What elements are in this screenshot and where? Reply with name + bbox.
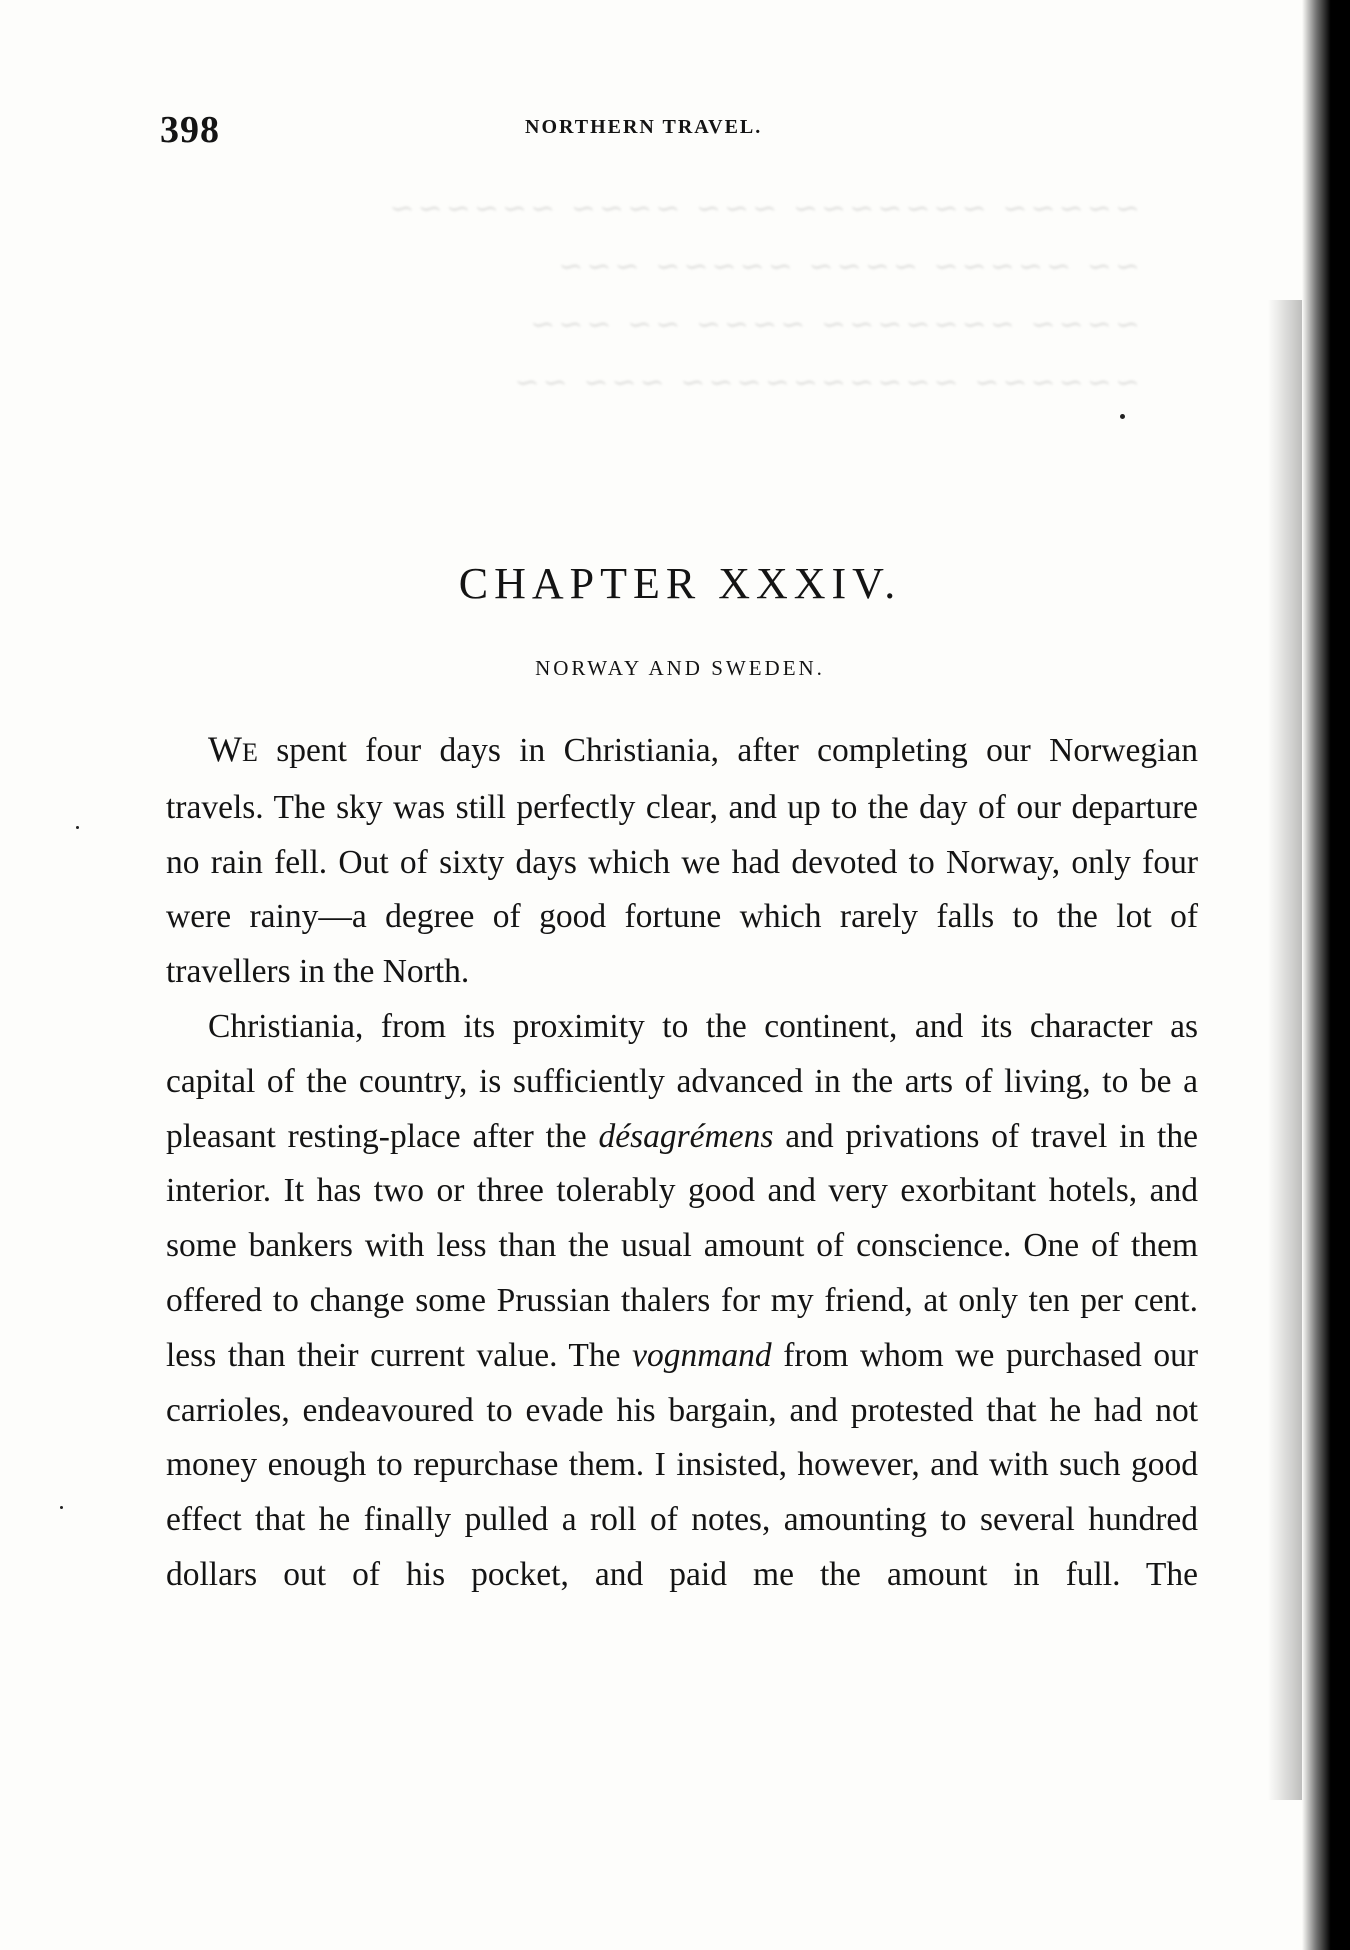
paragraph-2-part-1: Christiania, from its proximity to the continent, and its character as capital of the country, is sufficiently advanced in the arts of living, to be a pleasant resting-place after the xyxy=(166,1007,1198,1155)
ink-speck xyxy=(60,1506,63,1509)
paragraph-1 xyxy=(166,722,1198,1000)
body-text xyxy=(166,722,1198,1603)
paragraph-2-part-3: from whom we purchased our carrioles, endeavoured to evade his bargain, and protested that he had not money enough to repurchase them. I insisted, however, and with such good effect that he finally pulled a roll of notes, amounting to several hundred dollars out of his pocket, and paid me the amount in full. The xyxy=(166,1336,1198,1593)
chapter-subtitle: NORWAY AND SWEDEN. xyxy=(535,656,825,680)
dropcap-first: W xyxy=(208,729,242,769)
ink-speck xyxy=(1120,414,1125,419)
running-title: NORTHERN TRAVEL. xyxy=(525,116,763,138)
page-number: 398 xyxy=(160,109,220,151)
bleed-through-text: ~~~~~ ~~~~~~~ ~~~ ~~~~ ~~~~~~ ~~ ~~~~~ ~~~~ ~~~~~ ~~~ ~~~~ ~~~~~~~ ~~~~ ~~ ~~~ ~~~~~~ ~~~~~~~~~~ ~~~ ~~ xyxy=(386,191,1140,400)
paragraph-2-part-2: and privations of travel in the interior. It has two or three tolerably good and very exorbitant hotels, and some bankers with less than the usual amount of conscience. One of them offered to change some Prussian thalers for my friend, at only ten per cent. less than their current value. The xyxy=(166,1117,1198,1374)
chapter-title: CHAPTER XXXIV. xyxy=(458,559,902,608)
paragraph-1-text: spent four days in Christiania, after completing our Norwegian travels. The sky was still perfectly clear, and up to the day of our departure no rain fell. Out of sixty days which we had devoted to Norway, only four were rainy—a degree of good fortune which rarely falls to the lot of travellers in the North. xyxy=(166,732,1198,991)
dropcap-rest: E xyxy=(241,738,258,767)
ink-speck xyxy=(76,826,79,829)
italic-term-vognmand: vognmand xyxy=(632,1336,772,1374)
running-head xyxy=(160,108,960,151)
paragraph-2 xyxy=(166,1000,1198,1603)
binding-edge xyxy=(1302,0,1350,1950)
italic-term-desagremens: désagrémens xyxy=(598,1117,774,1155)
binding-shadow xyxy=(1268,300,1302,1800)
